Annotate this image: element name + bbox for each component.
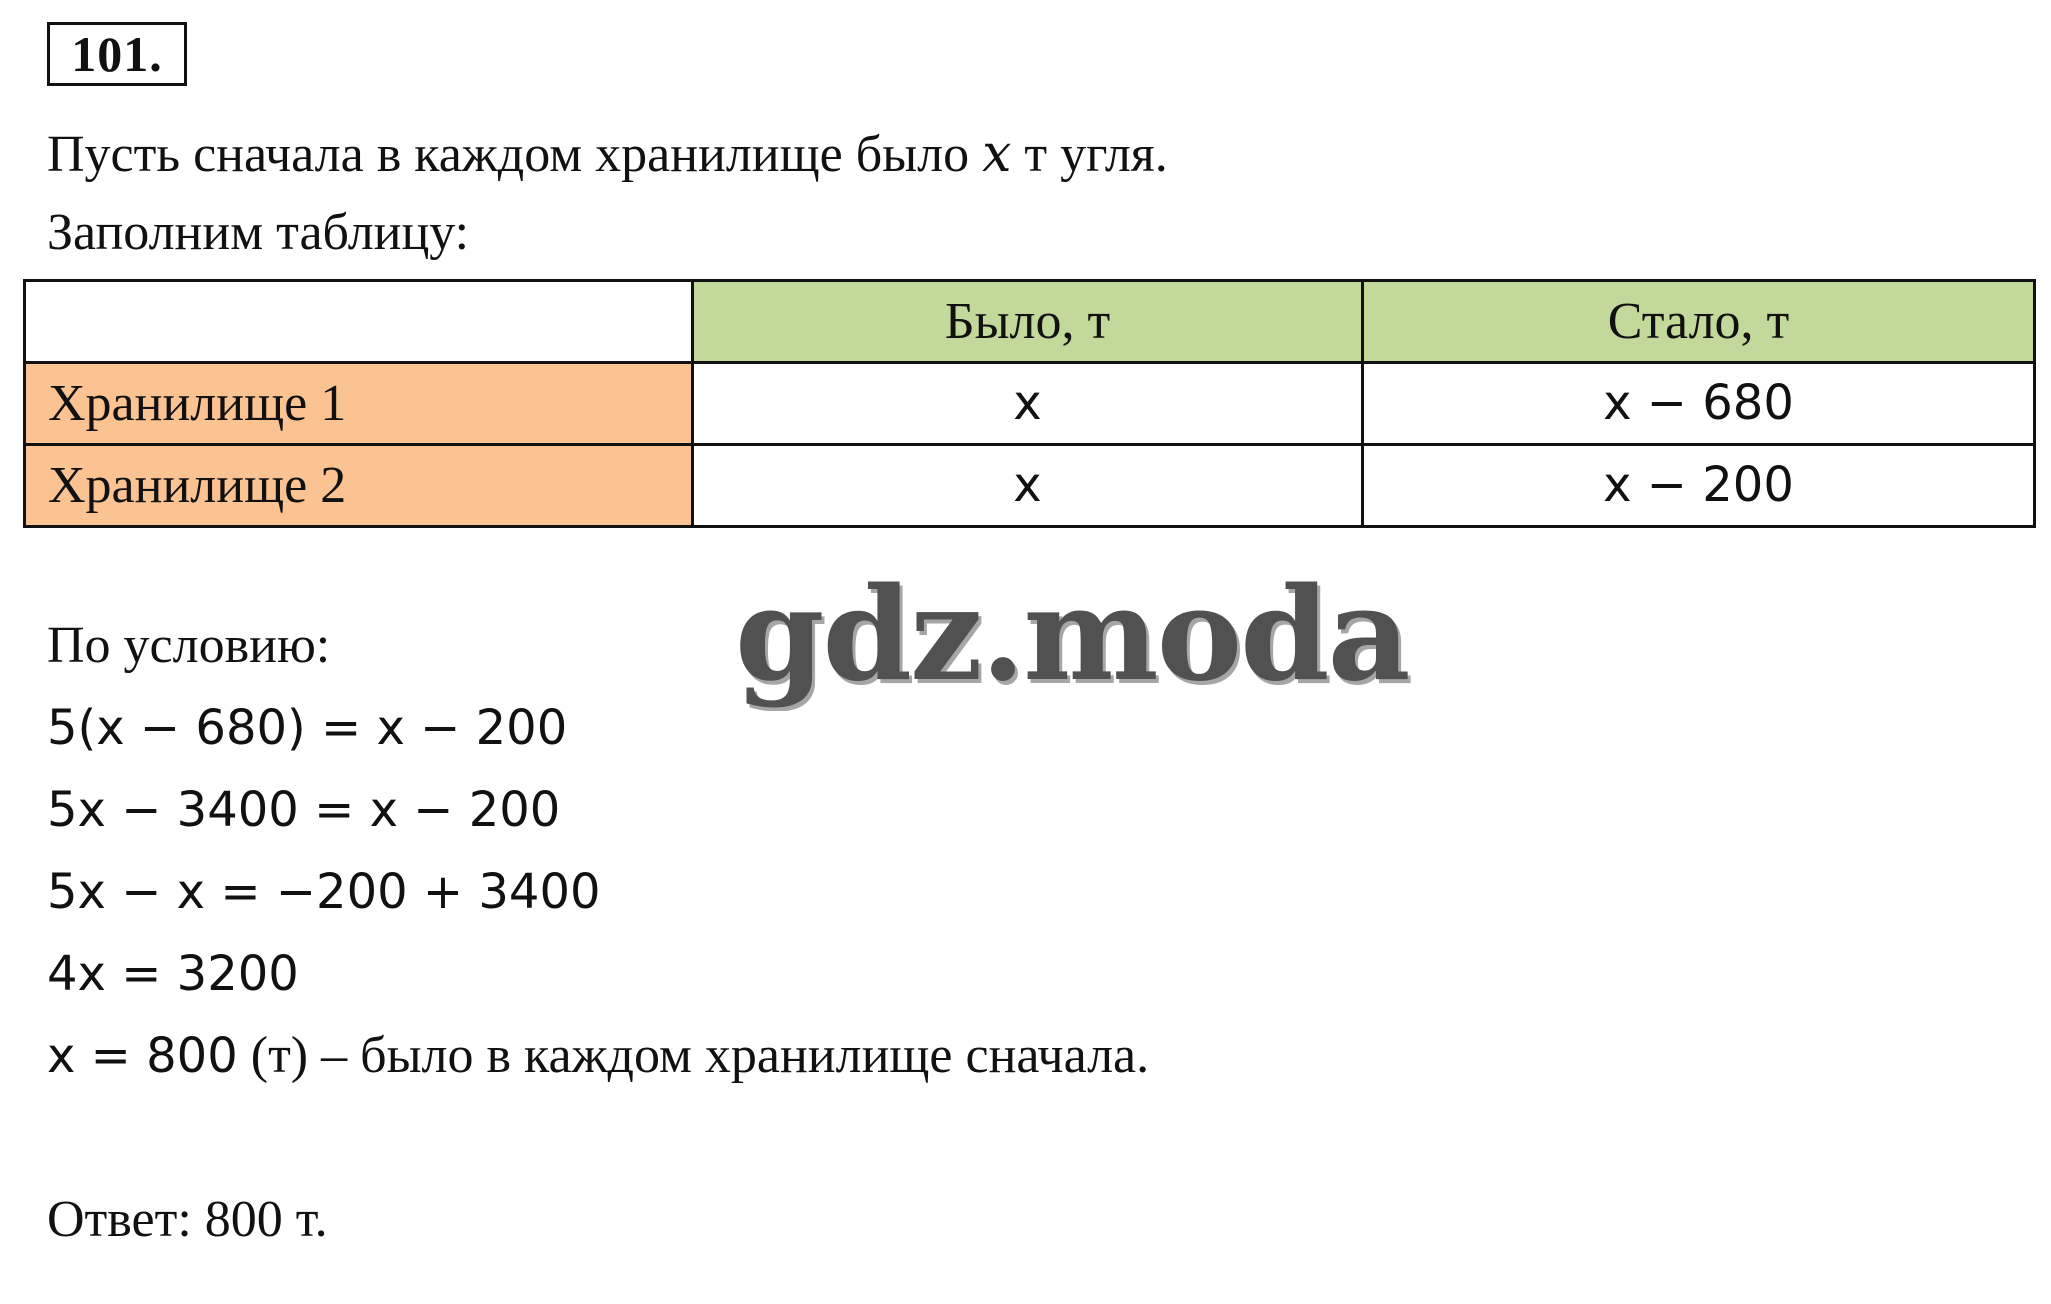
equation-3: 5x − x = −200 + 3400 <box>47 864 601 920</box>
equation-2: 5x − 3400 = x − 200 <box>47 782 561 838</box>
problem-number: 101. <box>47 22 187 86</box>
table-header-was: Было, т <box>693 281 1363 363</box>
cell-was-storage-1: x <box>693 363 1363 445</box>
intro-text-end: т угля. <box>1011 126 1168 183</box>
table-header-became: Стало, т <box>1363 281 2035 363</box>
equation-1: 5(x − 680) = x − 200 <box>47 700 568 756</box>
cell-was-storage-2: x <box>693 445 1363 527</box>
table-header-empty <box>25 281 693 363</box>
table-row <box>25 363 2035 445</box>
answer-line: Ответ: 800 т. <box>47 1191 328 1248</box>
table-header-row <box>25 281 2035 363</box>
intro-line-1 <box>47 124 1168 185</box>
coal-storage-table <box>23 279 2036 528</box>
cell-became-storage-1: x − 680 <box>1363 363 2035 445</box>
row-label-storage-2: Хранилище 2 <box>25 445 693 527</box>
condition-label: По условию: <box>47 617 331 674</box>
row-label-storage-1: Хранилище 1 <box>25 363 693 445</box>
cell-became-storage-2: x − 200 <box>1363 445 2035 527</box>
table-row <box>25 445 2035 527</box>
equation-4: 4x = 3200 <box>47 946 299 1002</box>
result-line <box>47 1026 1149 1086</box>
intro-line-2: Заполним таблицу: <box>47 204 470 261</box>
result-equation: x = 800 <box>47 1028 238 1084</box>
intro-variable: x <box>982 124 1012 184</box>
intro-text-start: Пусть сначала в каждом хранилище было <box>47 126 983 183</box>
watermark-logo: gdz.moda <box>735 560 1409 710</box>
result-text: (т) – было в каждом хранилище сначала. <box>237 1027 1150 1084</box>
